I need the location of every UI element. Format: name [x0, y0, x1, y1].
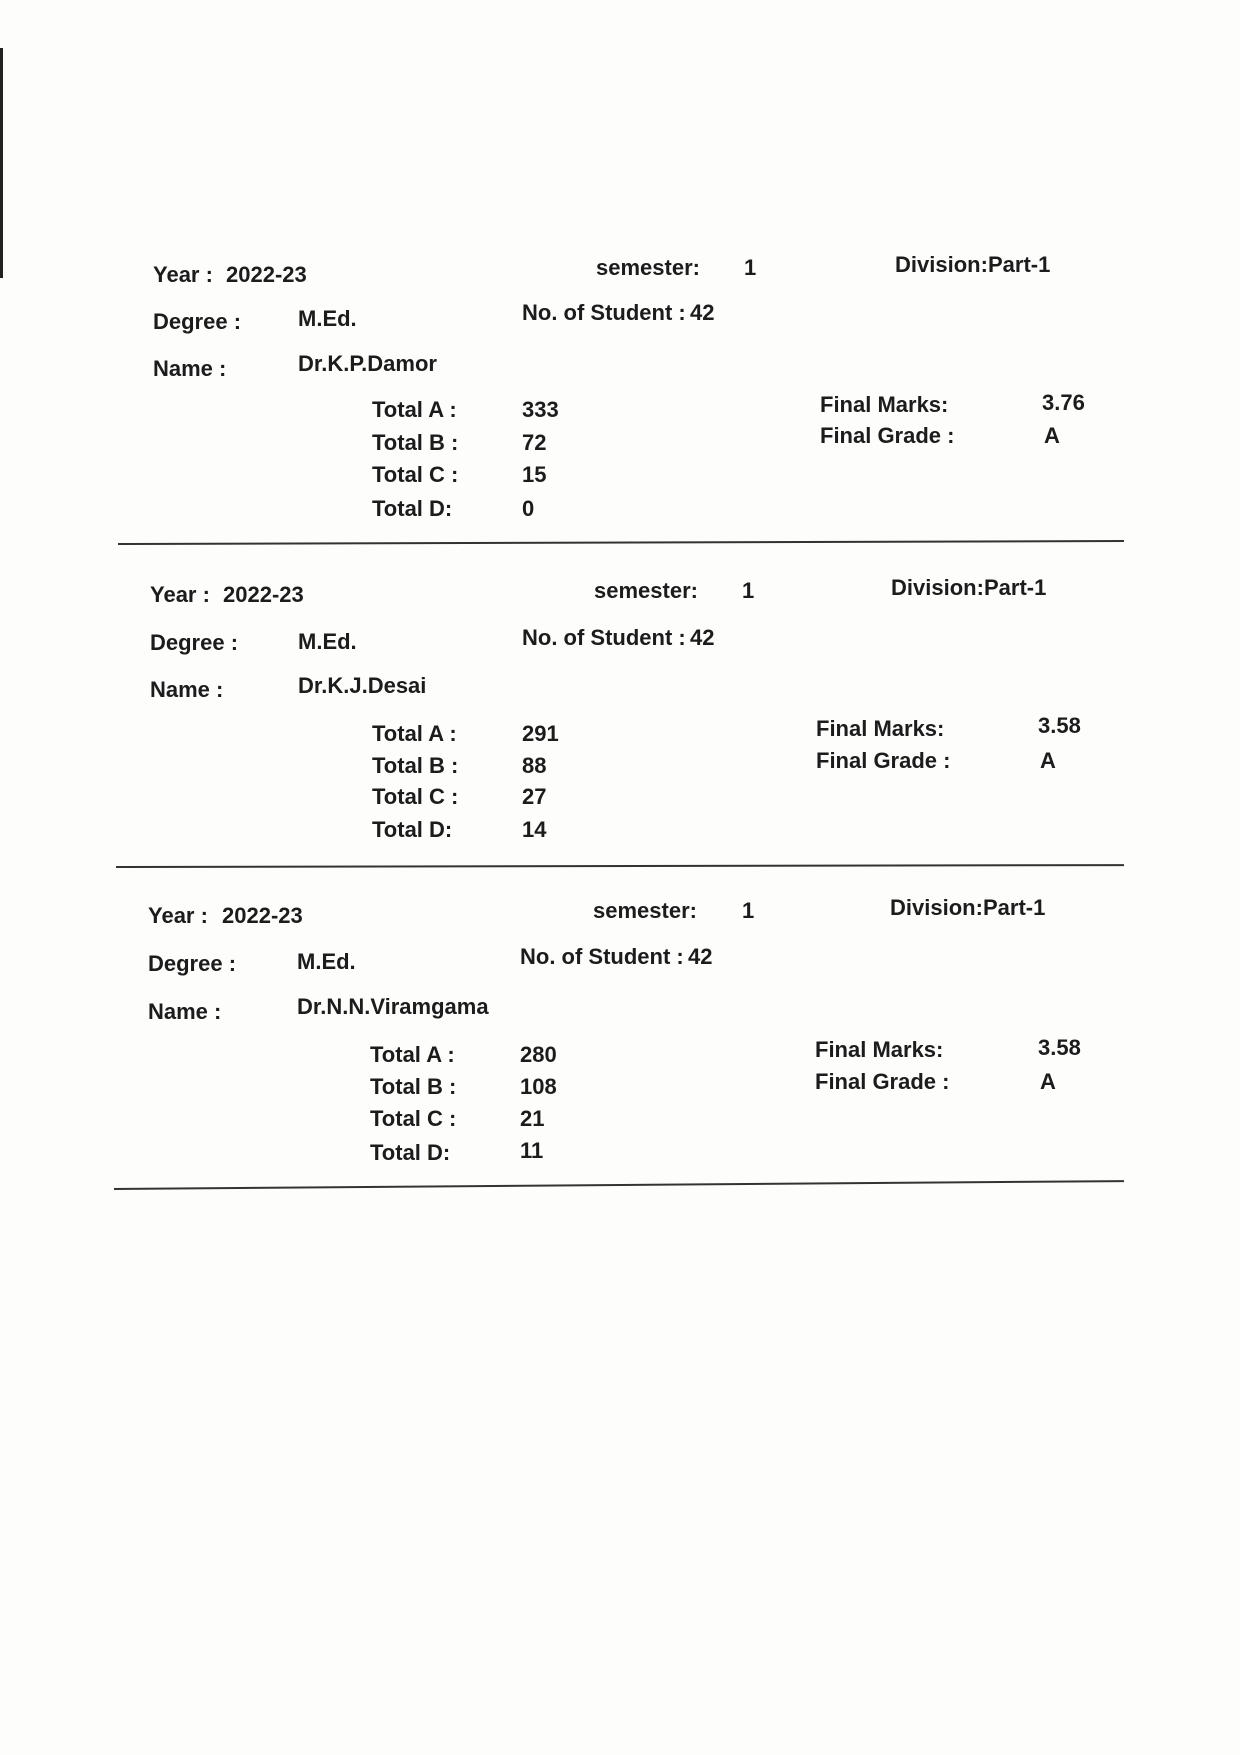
students-label: No. of Student :	[522, 300, 686, 325]
students-value: 42	[688, 944, 713, 969]
division-value: Part-1	[983, 895, 1046, 920]
students-value: 42	[690, 300, 715, 325]
degree-value: M.Ed.	[297, 949, 356, 974]
students-label: No. of Student :	[520, 944, 684, 969]
year-value: 2022-23	[226, 262, 307, 287]
total-c-label: Total C :	[372, 462, 459, 487]
name-label: Name :	[150, 677, 224, 702]
total-c-value: 27	[522, 784, 547, 809]
students-label: No. of Student :	[522, 625, 686, 650]
record-card	[0, 250, 1240, 550]
division-value: Part-1	[988, 252, 1051, 277]
final-marks-value: 3.58	[1038, 713, 1081, 738]
scan-edge-mark	[0, 48, 3, 278]
semester-value: 1	[742, 578, 755, 603]
total-a-value: 333	[522, 397, 559, 422]
final-marks-value: 3.76	[1042, 390, 1085, 415]
degree-label: Degree :	[153, 309, 242, 334]
total-c-value: 21	[520, 1106, 545, 1131]
total-a-label: Total A :	[372, 721, 457, 746]
year-label: Year :	[150, 582, 210, 607]
name-value: Dr.N.N.Viramgama	[297, 994, 489, 1019]
total-b-label: Total B :	[372, 753, 459, 778]
students-value: 42	[690, 625, 715, 650]
degree-label: Degree :	[150, 630, 239, 655]
final-marks-label: Final Marks:	[815, 1037, 944, 1062]
year-label: Year :	[153, 262, 213, 287]
final-grade-label: Final Grade :	[816, 748, 951, 773]
semester-label: semester:	[594, 578, 698, 603]
degree-value: M.Ed.	[298, 306, 357, 331]
total-c-value: 15	[522, 462, 547, 487]
final-marks-label: Final Marks:	[820, 392, 949, 417]
final-grade-label: Final Grade :	[820, 423, 955, 448]
total-b-value: 108	[520, 1074, 557, 1099]
year-value: 2022-23	[223, 582, 304, 607]
degree-label: Degree :	[148, 951, 237, 976]
final-grade-label: Final Grade :	[815, 1069, 950, 1094]
final-marks-value: 3.58	[1038, 1035, 1081, 1060]
semester-value: 1	[742, 898, 755, 923]
total-d-label: Total D:	[370, 1140, 451, 1165]
total-d-label: Total D:	[372, 496, 453, 521]
total-a-value: 291	[522, 721, 559, 746]
total-d-label: Total D:	[372, 817, 453, 842]
total-c-label: Total C :	[372, 784, 459, 809]
year-label: Year :	[148, 903, 208, 928]
name-value: Dr.K.P.Damor	[298, 351, 437, 376]
final-grade-value: A	[1044, 423, 1060, 448]
total-c-label: Total C :	[370, 1106, 457, 1131]
total-b-label: Total B :	[370, 1074, 457, 1099]
total-d-value: 0	[522, 496, 535, 521]
year-value: 2022-23	[222, 903, 303, 928]
total-a-label: Total A :	[372, 397, 457, 422]
final-grade-value: A	[1040, 748, 1056, 773]
division-label: Division:	[895, 252, 988, 277]
name-label: Name :	[153, 356, 227, 381]
final-grade-value: A	[1040, 1069, 1056, 1094]
record-card	[0, 573, 1240, 873]
final-marks-label: Final Marks:	[816, 716, 945, 741]
total-d-value: 14	[522, 817, 547, 842]
total-a-value: 280	[520, 1042, 557, 1067]
total-b-value: 72	[522, 430, 547, 455]
total-b-value: 88	[522, 753, 547, 778]
division-label: Division:	[890, 895, 983, 920]
total-d-value: 11	[520, 1138, 544, 1163]
name-value: Dr.K.J.Desai	[298, 673, 427, 698]
semester-value: 1	[744, 255, 757, 280]
division-label: Division:	[891, 575, 984, 600]
degree-value: M.Ed.	[298, 629, 357, 654]
name-label: Name :	[148, 999, 222, 1024]
division-value: Part-1	[984, 575, 1047, 600]
total-b-label: Total B :	[372, 430, 459, 455]
semester-label: semester:	[596, 255, 700, 280]
total-a-label: Total A :	[370, 1042, 455, 1067]
semester-label: semester:	[593, 898, 697, 923]
record-card	[0, 893, 1240, 1193]
